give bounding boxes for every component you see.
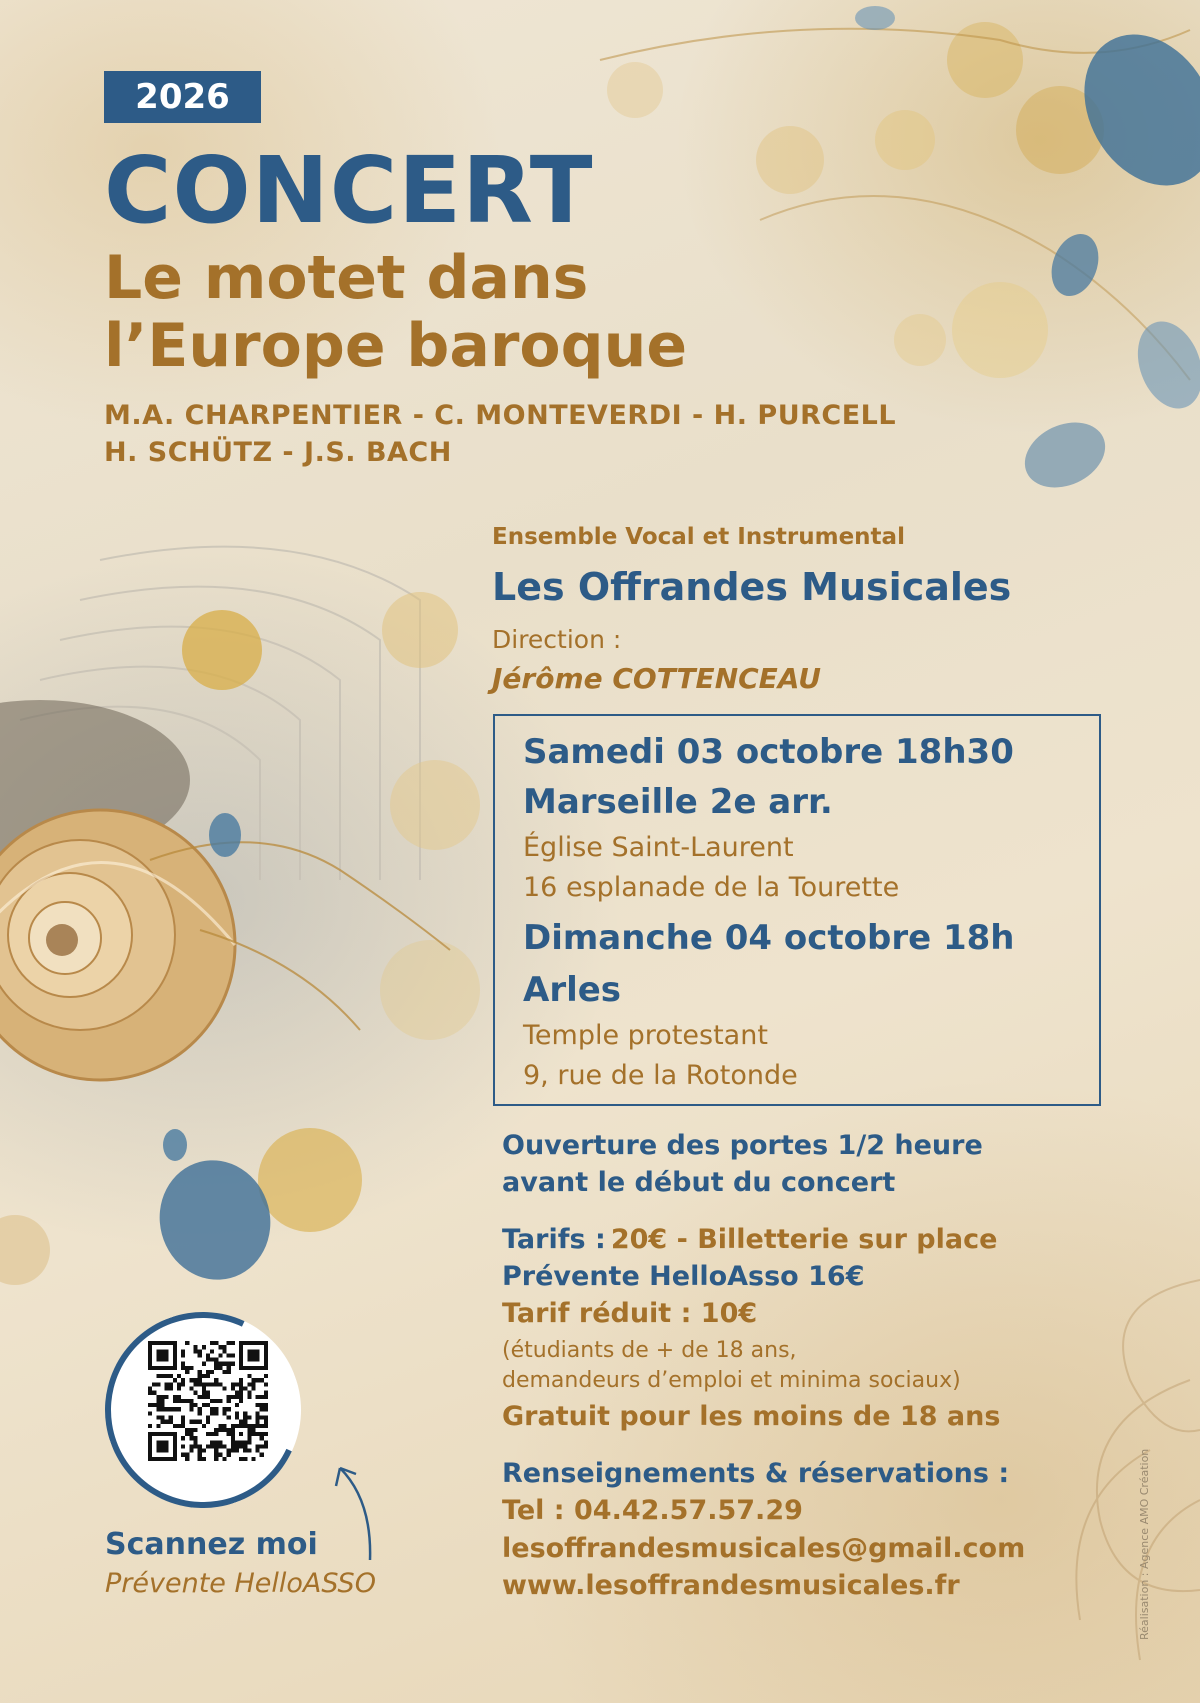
concert-1-address: 16 esplanade de la Tourette xyxy=(523,872,900,903)
ensemble-type: Ensemble Vocal et Instrumental xyxy=(492,524,905,550)
concert-2-venue: Temple protestant xyxy=(523,1020,768,1051)
doors-line2: avant le début du concert xyxy=(502,1167,896,1198)
concert-2-city: Arles xyxy=(523,970,622,1010)
scan-title: Scannez moi xyxy=(105,1527,318,1562)
tarifs-value: 20€ - Billetterie sur place xyxy=(610,1224,998,1255)
director-name: Jérôme COTTENCEAU xyxy=(492,662,821,695)
composers-line1: M.A. CHARPENTIER - C. MONTEVERDI - H. PURCELL xyxy=(104,400,897,431)
free-entry: Gratuit pour les moins de 18 ans xyxy=(502,1401,1001,1432)
qr-code[interactable] xyxy=(148,1341,268,1461)
contact-email[interactable]: lesoffrandesmusicales@gmail.com xyxy=(502,1533,1026,1564)
doors-line1: Ouverture des portes 1/2 heure xyxy=(502,1130,983,1161)
concert-1-city: Marseille 2e arr. xyxy=(523,782,833,822)
concert-1-date: Samedi 03 octobre 18h30 xyxy=(523,732,1014,772)
presale-price: Prévente HelloAsso 16€ xyxy=(502,1261,865,1292)
tarifs-line xyxy=(502,1221,997,1259)
contact-phone[interactable]: Tel : 04.42.57.57.29 xyxy=(502,1495,803,1526)
program-title-line1: Le motet dans xyxy=(104,243,589,313)
composers-line2: H. SCHÜTZ - J.S. BACH xyxy=(104,437,452,468)
contact-website[interactable]: www.lesoffrandesmusicales.fr xyxy=(502,1570,960,1601)
concert-2-date: Dimanche 04 octobre 18h xyxy=(523,918,1015,958)
reduced-price: Tarif réduit : 10€ xyxy=(502,1298,758,1329)
blue-leaves-top-right xyxy=(855,6,1200,500)
nautilus-shell xyxy=(0,810,235,1080)
credit-line: Réalisation : Agence AMO Création xyxy=(1138,1448,1151,1640)
direction-label: Direction : xyxy=(492,625,622,654)
concert-2-address: 9, rue de la Rotonde xyxy=(523,1060,798,1091)
year-badge: 2026 xyxy=(104,71,261,123)
ensemble-name: Les Offrandes Musicales xyxy=(492,565,1012,609)
scan-subtitle: Prévente HelloASSO xyxy=(105,1568,376,1599)
program-title-line2: l’Europe baroque xyxy=(104,311,688,381)
concert-dates-box xyxy=(493,714,1101,1106)
tarifs-label: Tarifs : xyxy=(502,1224,606,1255)
contact-label: Renseignements & réservations : xyxy=(502,1458,1010,1489)
reduced-note-line1: (étudiants de + de 18 ans, xyxy=(502,1338,797,1363)
concert-1-venue: Église Saint-Laurent xyxy=(523,832,794,863)
concert-title: CONCERT xyxy=(104,137,594,244)
reduced-note-line2: demandeurs d’emploi et minima sociaux) xyxy=(502,1368,961,1393)
arrow-icon xyxy=(336,1468,370,1560)
